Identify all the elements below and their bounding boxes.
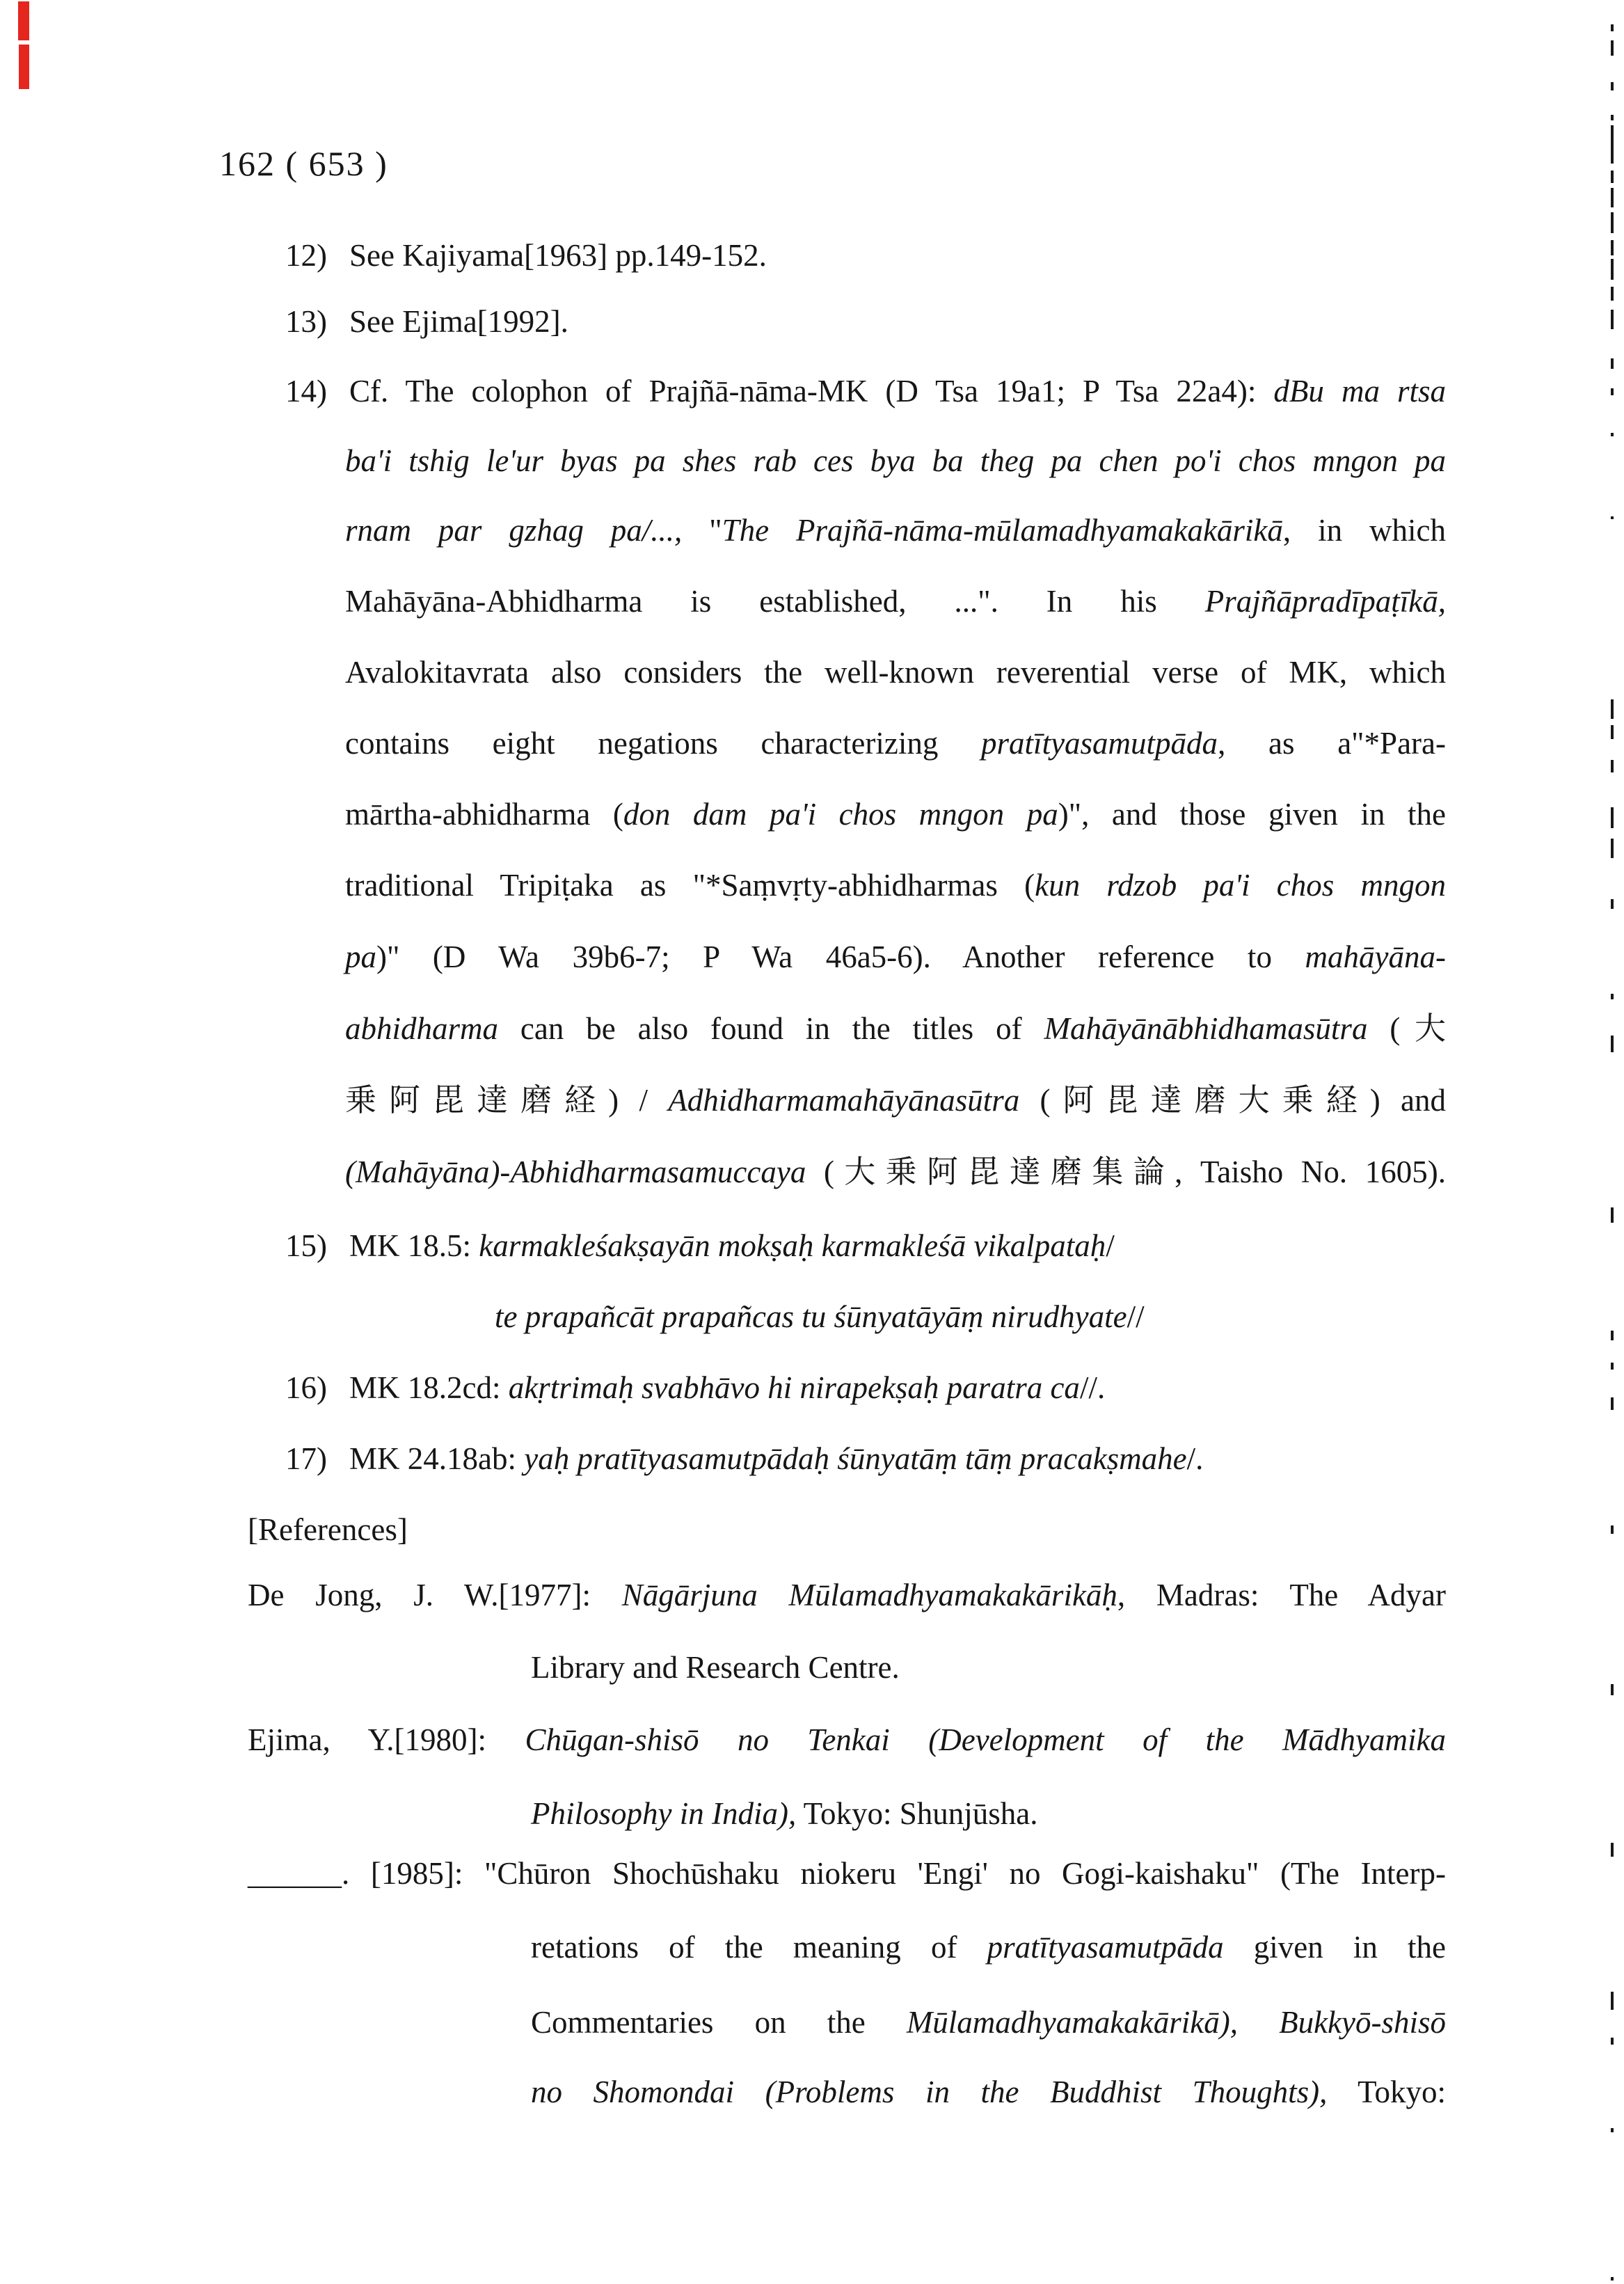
footnote-number: 14) [285, 374, 327, 409]
text-segment: MK 24.18ab: [349, 1441, 525, 1476]
footnote-14-line-6 [345, 722, 1446, 764]
text-segment: )" (D Wa 39b6-7; P Wa 46a5-6). Another reference to [376, 939, 1305, 974]
footnote-14-line-1 [285, 370, 1446, 412]
footnote-number: 15) [285, 1228, 327, 1263]
text-segment: karmakleśakṣayān mokṣaḥ karmakleśā vikalpataḥ [479, 1228, 1106, 1263]
scan-edge-artifact [1611, 82, 1614, 90]
text-segment: akṛtrimaḥ svabhāvo hi nirapekṣaḥ paratra ca [508, 1370, 1080, 1405]
text-segment: Nāgārjuna Mūlamadhyamakakārikāḥ [621, 1578, 1117, 1612]
text-segment: De Jong, J. W.[1977]: [248, 1578, 622, 1612]
red-registration-mark [18, 1, 29, 40]
scan-edge-artifact [1611, 310, 1614, 329]
text-segment: 乗阿毘達磨経) / [345, 1083, 669, 1118]
text-segment: rnam par gzhag pa/..., [345, 513, 710, 548]
footnote-15-line-2 [495, 1296, 1145, 1338]
scan-edge-artifact [1611, 115, 1614, 120]
scan-edge-artifact [1611, 699, 1614, 719]
text-segment: [References] [248, 1512, 408, 1547]
text-segment: MK 18.5: [349, 1228, 479, 1263]
footnote-14-line-7 [345, 793, 1446, 835]
text-segment: Bukkyō-shisō [1279, 2005, 1447, 2040]
text-segment: Ejima, Y.[1980]: [248, 1722, 525, 1757]
text-segment: mahāyāna- [1305, 939, 1446, 974]
scan-edge-artifact [1611, 1525, 1614, 1534]
scan-edge-artifact [1611, 388, 1614, 395]
reference-ejima-1985-line-3 [531, 2001, 1446, 2043]
text-segment: can be also found in the titles of [498, 1011, 1044, 1046]
text-segment: Cf. The colophon of Prajñā-nāma-MK (D Tsa 19a1; P Tsa 22a4): [349, 374, 1274, 409]
footnote-15-line-1 [285, 1225, 1115, 1267]
text-segment: // [1127, 1299, 1145, 1334]
scan-edge-artifact [1611, 839, 1614, 858]
scan-edge-artifact [1611, 760, 1614, 772]
text-segment: pratītyasamutpāda [987, 1930, 1224, 1965]
text-segment: traditional Tripiṭaka as "*Saṃvṛty-abhidharmas ( [345, 868, 1035, 903]
footnote-14-line-10 [345, 1008, 1446, 1049]
footnote-12 [285, 235, 767, 276]
reference-ejima-1980-line-2 [531, 1793, 1038, 1834]
text-segment: Mahāyāna-Abhidharma is established, ...". In his [345, 584, 1205, 619]
reference-dejong-line-1 [248, 1574, 1446, 1616]
text-segment: Library and Research Centre. [531, 1650, 900, 1685]
reference-ejima-1980-line-1 [248, 1719, 1446, 1761]
references-heading [248, 1509, 408, 1551]
scan-edge-artifact [1611, 516, 1614, 519]
scan-edge-artifact [1611, 2277, 1614, 2281]
scan-edge-artifact [1611, 2128, 1614, 2132]
footnote-number: 12) [285, 238, 327, 273]
text-segment: yaḥ pratītyasamutpādaḥ śūnyatāṃ tāṃ pracakṣmahe [524, 1441, 1187, 1476]
scan-edge-artifact [1611, 40, 1614, 56]
scan-edge-artifact [1611, 807, 1614, 828]
text-segment: , as a"*Para- [1218, 726, 1446, 761]
footnote-16 [285, 1367, 1105, 1409]
text-segment: Prajñāpradīpaṭīkā, [1204, 584, 1446, 619]
text-segment: //. [1079, 1370, 1106, 1405]
scan-edge-artifact [1611, 1992, 1614, 2010]
scan-edge-artifact [1611, 1684, 1614, 1695]
text-segment: dBu ma rtsa [1273, 374, 1446, 409]
footnote-14-line-9 [345, 936, 1446, 978]
scan-edge-artifact [1611, 259, 1614, 280]
text-segment: See Ejima[1992]. [349, 304, 568, 339]
text-segment: Avalokitavrata also considers the well-known reverential verse of MK, which [345, 655, 1446, 690]
scan-edge-artifact [1611, 358, 1614, 369]
text-segment: ______. [1985]: "Chūron Shochūshaku niokeru 'Engi' no Gogi-kaishaku" (The Interp- [248, 1856, 1446, 1891]
text-segment: " [709, 513, 722, 548]
text-segment: The Prajñā-nāma-mūlamadhyamakakārikā [722, 513, 1283, 548]
reference-ejima-1985-line-2 [531, 1926, 1446, 1968]
scan-edge-artifact [1611, 2038, 1614, 2045]
reference-dejong-line-2 [531, 1647, 900, 1688]
text-segment: Mahāyānābhidhamasūtra [1044, 1011, 1368, 1046]
scan-edge-artifact [1611, 170, 1614, 183]
text-segment: )", and those given in the [1058, 797, 1446, 832]
reference-ejima-1985-line-1 [248, 1853, 1446, 1894]
scan-edge-artifact [1611, 725, 1614, 739]
scan-edge-artifact [1611, 899, 1614, 909]
text-segment: pratītyasamutpāda [981, 726, 1218, 761]
text-segment: 162 ( 653 ) [219, 144, 388, 183]
scan-edge-artifact [1611, 240, 1614, 255]
footnote-14-line-2 [345, 440, 1446, 482]
text-segment: Adhidharmamahāyānasūtra [668, 1083, 1020, 1118]
scan-edge-artifact [1611, 24, 1614, 31]
reference-ejima-1985-line-4 [531, 2071, 1446, 2113]
text-segment: /. [1186, 1441, 1204, 1476]
text-segment: Tokyo: [1327, 2075, 1446, 2109]
text-segment: abhidharma [345, 1011, 499, 1046]
text-segment: (大乗阿毘達磨集論, Taisho No. 1605). [806, 1155, 1446, 1189]
text-segment: Philosophy in India), [531, 1796, 797, 1831]
text-segment: (Mahāyāna)-Abhidharmasamuccaya [345, 1155, 806, 1189]
text-segment: / [1106, 1228, 1115, 1263]
footnote-number: 16) [285, 1370, 327, 1405]
text-column [219, 0, 1447, 2284]
scan-edge-artifact [1611, 287, 1614, 301]
text-segment [1238, 2005, 1279, 2040]
text-segment: pa [345, 939, 376, 974]
scan-edge-artifact [1611, 1036, 1614, 1052]
text-segment: See Kajiyama[1963] pp.149-152. [349, 238, 767, 273]
scan-edge-artifact [1611, 1331, 1614, 1340]
text-segment: retations of the meaning of [531, 1930, 987, 1965]
scan-edge-artifact [1611, 994, 1614, 999]
text-segment: don dam pa'i chos mngon pa [623, 797, 1058, 832]
text-segment: mārtha-abhidharma ( [345, 797, 623, 832]
footnote-14-line-12 [345, 1151, 1446, 1193]
footnote-13 [285, 301, 568, 342]
footnote-number: 17) [285, 1441, 327, 1476]
footnote-number: 13) [285, 304, 327, 339]
text-segment: (大 [1367, 1011, 1446, 1046]
text-segment: , Madras: The Adyar [1117, 1578, 1446, 1612]
scan-edge-artifact [1611, 1397, 1614, 1410]
text-segment: te prapañcāt prapañcas tu śūnyatāyāṃ nirudhyate [495, 1299, 1127, 1334]
text-segment: contains eight negations characterizing [345, 726, 982, 761]
scan-edge-artifact [1611, 433, 1614, 436]
text-segment: kun rdzob pa'i chos mngon [1035, 868, 1446, 903]
scan-edge-artifact [1611, 1843, 1614, 1857]
footnote-14-line-3 [345, 509, 1446, 551]
footnote-14-line-4 [345, 580, 1446, 622]
text-segment: given in the [1223, 1930, 1446, 1965]
footnote-14-line-5 [345, 651, 1446, 693]
text-segment: no Shomondai (Problems in the Buddhist Thoughts), [531, 2075, 1328, 2109]
footnote-14-line-11 [345, 1079, 1446, 1121]
scan-edge-artifact [1611, 1363, 1614, 1370]
text-segment: MK 18.2cd: [349, 1370, 509, 1405]
page-number-header [219, 143, 388, 184]
text-segment: Mūlamadhyamakakārikā), [906, 2005, 1238, 2040]
text-segment: Chūgan-shisō no Tenkai (Development of the Mādhyamika [525, 1722, 1446, 1757]
text-segment: Tokyo: Shunjūsha. [796, 1796, 1038, 1831]
scan-edge-artifact [1611, 188, 1614, 207]
text-segment: , in which [1282, 513, 1446, 548]
scan-edge-artifact [1611, 125, 1614, 164]
scan-edge-artifact [1611, 212, 1614, 233]
footnote-14-line-8 [345, 864, 1446, 906]
red-registration-mark [19, 45, 29, 89]
text-segment: Commentaries on the [531, 2005, 907, 2040]
text-segment: (阿毘達磨大乗経) and [1019, 1083, 1446, 1118]
scan-edge-artifact [1611, 1207, 1614, 1223]
footnote-17 [285, 1438, 1203, 1480]
text-segment: ba'i tshig le'ur byas pa shes rab ces bya ba theg pa chen po'i chos mngon pa [345, 443, 1446, 478]
